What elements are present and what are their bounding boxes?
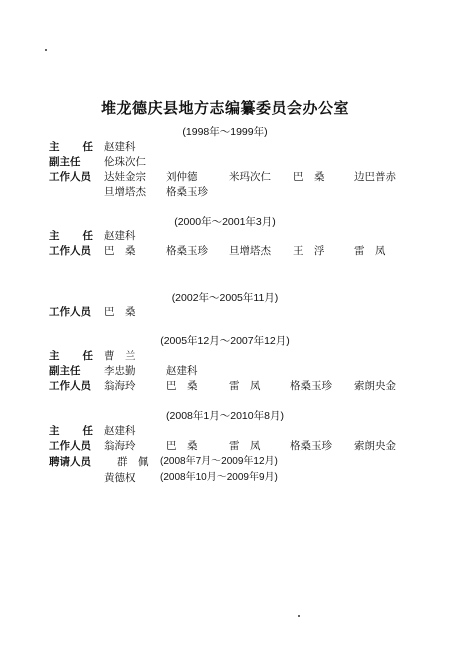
person-name: 米玛次仁 [229, 171, 271, 183]
person-name: 赵建科 [166, 365, 198, 377]
staff-row [0, 169, 450, 185]
tenure-note: (2008年10月～2009年9月) [160, 472, 278, 483]
staff-row [0, 243, 450, 259]
person-name: 边巴普赤 [354, 171, 396, 183]
scan-speck [298, 615, 300, 617]
person-name: 巴 桑 [166, 440, 198, 452]
staff-row [0, 154, 450, 170]
person-name: 王 浮 [293, 245, 325, 257]
period-heading: (2005年12月～2007年12月) [160, 335, 290, 347]
staff-row [0, 423, 450, 439]
staff-row [0, 438, 450, 454]
person-name: 赵建科 [104, 141, 136, 153]
role-label: 工作人员 [49, 245, 91, 257]
staff-row [0, 228, 450, 244]
person-name: 翁海玲 [104, 380, 136, 392]
tenure-note: (2008年7月～2009年12月) [160, 456, 278, 467]
person-name: 旦增塔杰 [229, 245, 271, 257]
staff-row [0, 304, 450, 320]
person-name: 刘仲德 [166, 171, 198, 183]
person-name: 索朗央金 [354, 440, 396, 452]
role-label: 工作人员 [49, 171, 91, 183]
staff-row [0, 184, 450, 200]
role-label: 主 任 [49, 141, 93, 153]
role-label: 工作人员 [49, 306, 91, 318]
role-label: 聘请人员 [49, 456, 91, 468]
role-label: 工作人员 [49, 440, 91, 452]
staff-row [0, 378, 450, 394]
person-name: 索朗央金 [354, 380, 396, 392]
person-name: 曹 兰 [104, 350, 136, 362]
period-heading: (2008年1月～2010年8月) [166, 410, 284, 422]
person-name: 巴 桑 [166, 380, 198, 392]
staff-row [0, 470, 450, 486]
staff-row [0, 454, 450, 470]
person-name: 巴 桑 [293, 171, 325, 183]
staff-row [0, 363, 450, 379]
staff-row [0, 139, 450, 155]
person-name: 格桑玉珍 [166, 245, 208, 257]
role-label: 副主任 [49, 365, 81, 377]
person-name: 格桑玉珍 [290, 440, 332, 452]
person-name: 达娃金宗 [104, 171, 146, 183]
person-name: 雷 凤 [229, 380, 261, 392]
scan-speck [45, 49, 47, 51]
period-heading: (1998年～1999年) [182, 126, 268, 138]
person-name: 翁海玲 [104, 440, 136, 452]
period-heading: (2000年～2001年3月) [174, 216, 276, 228]
person-name: 旦增塔杰 [104, 186, 146, 198]
person-name: 格桑玉珍 [290, 380, 332, 392]
role-label: 主 任 [49, 350, 93, 362]
person-name: 伦珠次仁 [104, 156, 146, 168]
person-name: 格桑玉珍 [166, 186, 208, 198]
role-label: 主 任 [49, 230, 93, 242]
person-name: 巴 桑 [104, 245, 136, 257]
person-name: 赵建科 [104, 230, 136, 242]
person-name: 李忠勤 [104, 365, 136, 377]
role-label: 工作人员 [49, 380, 91, 392]
period-heading: (2002年～2005年11月) [171, 292, 279, 304]
person-name: 黄德权 [104, 472, 136, 484]
person-name: 雷 凤 [229, 440, 261, 452]
person-name: 赵建科 [104, 425, 136, 437]
page-title: 堆龙德庆县地方志编纂委员会办公室 [100, 99, 349, 117]
person-name: 巴 桑 [104, 306, 136, 318]
role-label: 主 任 [49, 425, 93, 437]
staff-row [0, 348, 450, 364]
role-label: 副主任 [49, 156, 81, 168]
person-name: 雷 凤 [354, 245, 386, 257]
person-name: 群 佩 [117, 456, 149, 468]
